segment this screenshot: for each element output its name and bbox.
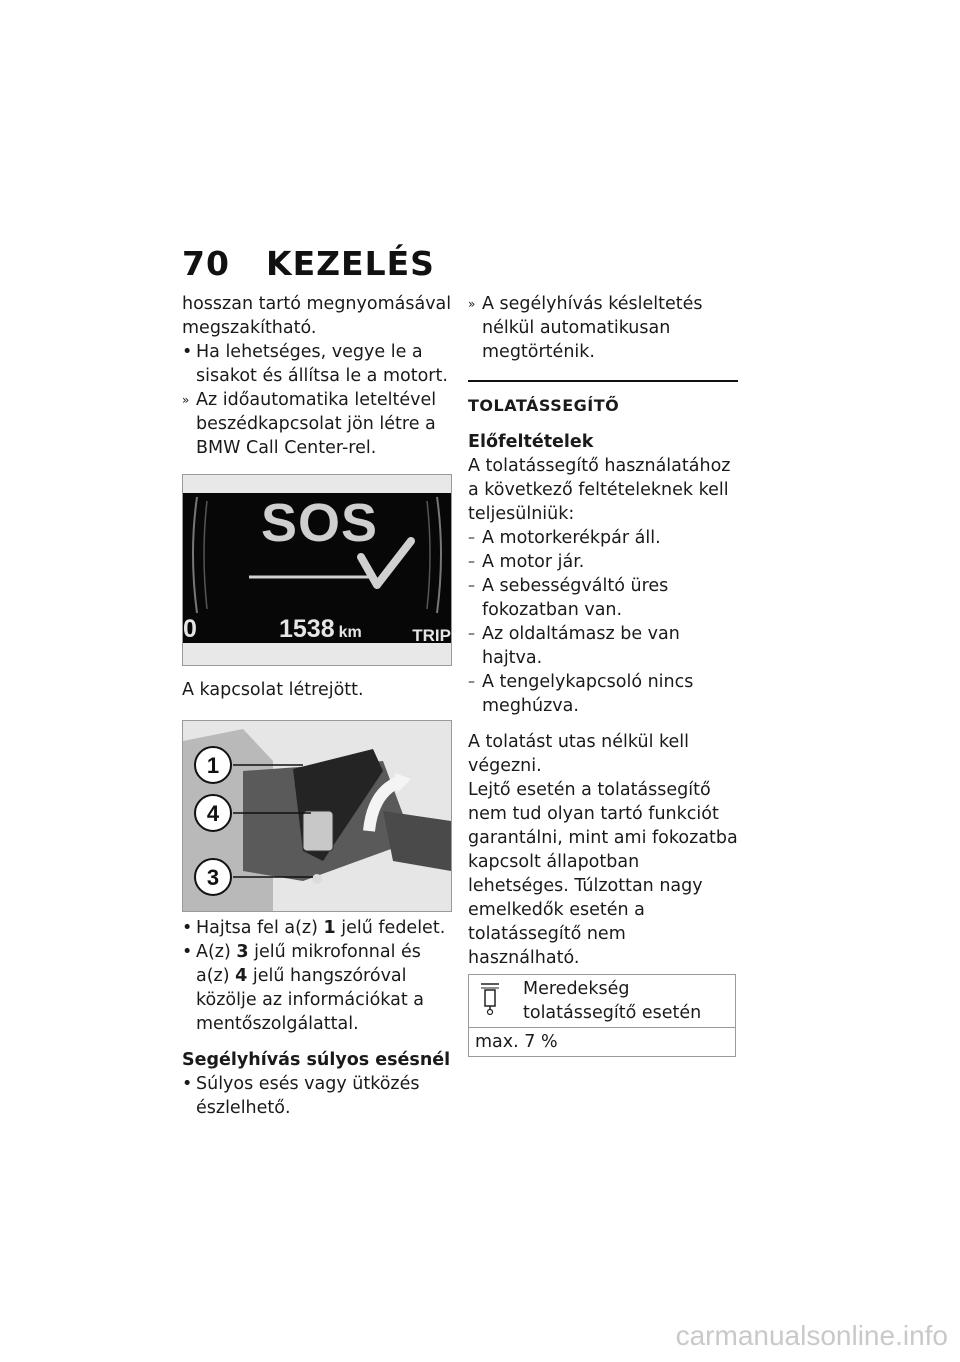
- paragraph: Lejtő esetén a tolatássegítő nem tud olyan tartó funkciót garantálni, mint ami fokozatba kapcsolt állapotban lehetséges. Túlzottan nagy emelkedők esetén a tolatássegítő nem használható.: [468, 780, 738, 968]
- bullet-item: [182, 340, 452, 388]
- ref-number: 3: [236, 942, 249, 962]
- bullet-icon: •: [182, 342, 193, 362]
- ref-number: 1: [323, 918, 336, 938]
- condition-item: [468, 526, 738, 550]
- section-title: TOLATÁSSEGÍTŐ: [468, 396, 620, 415]
- condition-text: A tengelykapcsoló nincs meghúzva.: [482, 672, 694, 716]
- bullet-text: Hajtsa fel a(z): [196, 918, 324, 938]
- result-text: Az időautomatika leteltével beszédkapcsolat jön létre a BMW Call Center-rel.: [196, 390, 437, 458]
- page-number: 70: [182, 244, 230, 283]
- bullet-item: [182, 916, 452, 940]
- result-text: A segélyhívás késleltetés nélkül automatikusan megtörténik.: [482, 294, 703, 362]
- odometer-unit: km: [338, 624, 362, 641]
- callout-4-label: 4: [206, 801, 220, 826]
- sos-screen-image: [182, 474, 452, 666]
- result-arrow-icon: »: [468, 297, 476, 311]
- section-title-header: KEZELÉS: [266, 244, 435, 283]
- caption: A kapcsolat létrejött.: [182, 680, 364, 700]
- spec-label: Meredekség tolatássegítő esetén: [523, 979, 702, 1023]
- result-item: [468, 292, 738, 364]
- bullet-item: [182, 940, 452, 1036]
- bullet-icon: •: [182, 1074, 193, 1094]
- spec-table: [468, 974, 736, 1057]
- ref-number: 4: [235, 966, 248, 986]
- bullet-text: jelű hangszóróval közölje az információkat a mentőszolgálattal.: [196, 966, 425, 1034]
- tft-display: [183, 493, 451, 643]
- right-column: [468, 292, 738, 1057]
- handlebar-image: [182, 720, 452, 912]
- bullet-text: jelű mikrofonnal és a(z): [196, 942, 421, 986]
- dash-icon: –: [468, 530, 475, 546]
- condition-text: A motorkerékpár áll.: [482, 528, 661, 548]
- watermark: carmanualsonline.info: [675, 1320, 948, 1351]
- subheading: Segélyhívás súlyos esésnél: [182, 1050, 451, 1070]
- result-arrow-icon: »: [182, 393, 190, 407]
- section-divider: [468, 380, 738, 418]
- condition-item: [468, 670, 738, 718]
- bullet-icon: •: [182, 942, 193, 962]
- odometer-value: 1538: [279, 615, 335, 643]
- condition-text: Az oldaltámasz be van hajtva.: [482, 624, 680, 668]
- bullet-text: jelű fedelet.: [335, 918, 446, 938]
- callout-1-label: 1: [206, 753, 220, 778]
- result-item: [182, 388, 452, 460]
- dash-icon: –: [468, 578, 475, 594]
- intro-text: A tolatássegítő használatához a következő feltételeknek kell teljesülniük:: [468, 456, 731, 524]
- callout-3-label: 3: [206, 865, 220, 890]
- left-column: [182, 292, 452, 1120]
- odo-partial: 0: [183, 615, 197, 643]
- odometer: [279, 617, 362, 645]
- dash-icon: –: [468, 626, 475, 642]
- condition-item: [468, 574, 738, 622]
- bullet-icon: •: [182, 918, 193, 938]
- intro-text: hosszan tartó megnyomásával megszakítható.: [182, 294, 452, 338]
- bullet-text: Súlyos esés vagy ütközés észlelhető.: [196, 1074, 420, 1118]
- page-header: [182, 244, 435, 283]
- condition-text: A motor jár.: [482, 552, 585, 572]
- bullet-text: A(z): [196, 942, 237, 962]
- dash-icon: –: [468, 674, 475, 690]
- condition-item: [468, 550, 738, 574]
- dash-icon: –: [468, 554, 475, 570]
- slope-gauge-icon: [479, 981, 501, 1015]
- bullet-item: [182, 1072, 452, 1120]
- sos-label: SOS: [261, 493, 379, 553]
- slope-icon-cell: [469, 975, 518, 1028]
- paragraph: A tolatást utas nélkül kell végezni.: [468, 732, 690, 776]
- subheading: Előfeltételek: [468, 432, 594, 452]
- handlebar-illustration: [183, 721, 451, 911]
- spec-value: max. 7 %: [469, 1028, 736, 1057]
- bullet-text: Ha lehetséges, vegye le a sisakot és állítsa le a motort.: [196, 342, 448, 386]
- condition-text: A sebességváltó üres fokozatban van.: [482, 576, 669, 620]
- condition-item: [468, 622, 738, 670]
- trip-label: TRIP: [412, 626, 451, 645]
